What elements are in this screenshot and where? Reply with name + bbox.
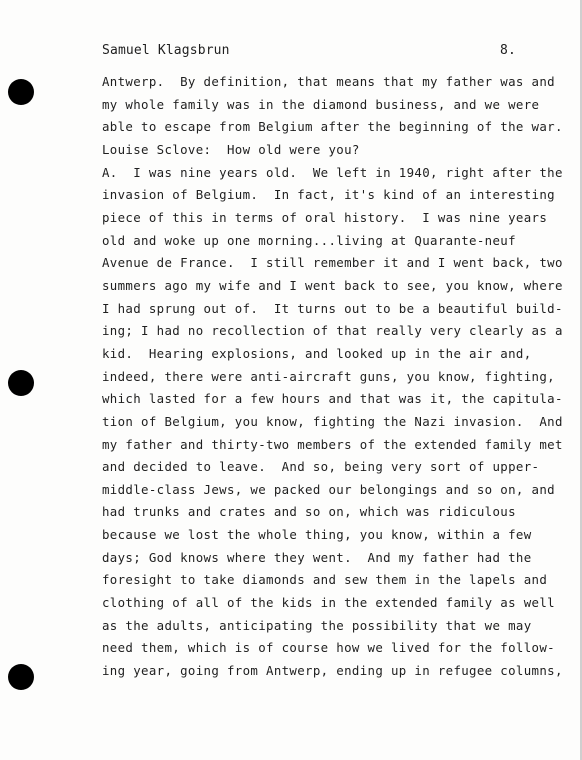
text-line: clothing of all of the kids in the extended family as well [102, 595, 555, 611]
binder-hole-top [8, 79, 34, 105]
text-line: indeed, there were anti-aircraft guns, you know, fighting, [102, 368, 555, 384]
text-line: old and woke up one morning...living at Quarante-neuf [102, 232, 516, 248]
page-number: 8. [500, 43, 516, 58]
page-header [102, 43, 516, 63]
text-line: ing year, going from Antwerp, ending up in refugee columns, [102, 663, 563, 679]
text-line: foresight to take diamonds and sew them in the lapels and [102, 572, 548, 588]
text-line: Avenue de France. I still remember it and I went back, two [102, 255, 563, 271]
text-line: Louise Sclove: How old were you? [102, 141, 360, 157]
text-line: need them, which is of course how we lived for the follow- [102, 640, 555, 656]
transcript-body [102, 71, 563, 683]
text-line: days; God knows where they went. And my father had the [102, 549, 532, 565]
text-line: middle-class Jews, we packed our belongings and so on, and [102, 481, 555, 497]
text-line: my father and thirty-two members of the extended family met [102, 436, 563, 452]
text-line: which lasted for a few hours and that was it, the capitula- [102, 391, 563, 407]
text-line: A. I was nine years old. We left in 1940, right after the [102, 164, 563, 180]
interviewee-name: Samuel Klagsbrun [102, 43, 230, 58]
text-line: because we lost the whole thing, you know, within a few [102, 527, 532, 543]
text-line: Antwerp. By definition, that means that my father was and [102, 74, 555, 89]
text-line: as the adults, anticipating the possibility that we may [102, 617, 532, 633]
binder-hole-middle [8, 370, 34, 396]
binder-hole-bottom [8, 664, 34, 690]
text-line: I had sprung out of. It turns out to be a beautiful build- [102, 300, 563, 316]
text-line: piece of this in terms of oral history. I was nine years [102, 209, 548, 225]
text-line: summers ago my wife and I went back to see, you know, where [102, 277, 563, 293]
text-line: and decided to leave. And so, being very sort of upper- [102, 459, 540, 475]
text-line: kid. Hearing explosions, and looked up in the air and, [102, 345, 532, 361]
text-line: able to escape from Belgium after the beginning of the war. [102, 119, 563, 135]
text-line: ing; I had no recollection of that really very clearly as a [102, 323, 563, 339]
text-line: tion of Belgium, you know, fighting the Nazi invasion. And [102, 413, 563, 429]
text-line: had trunks and crates and so on, which was ridiculous [102, 504, 516, 520]
text-line: invasion of Belgium. In fact, it's kind of an interesting [102, 187, 555, 203]
text-line: my whole family was in the diamond business, and we were [102, 96, 540, 112]
